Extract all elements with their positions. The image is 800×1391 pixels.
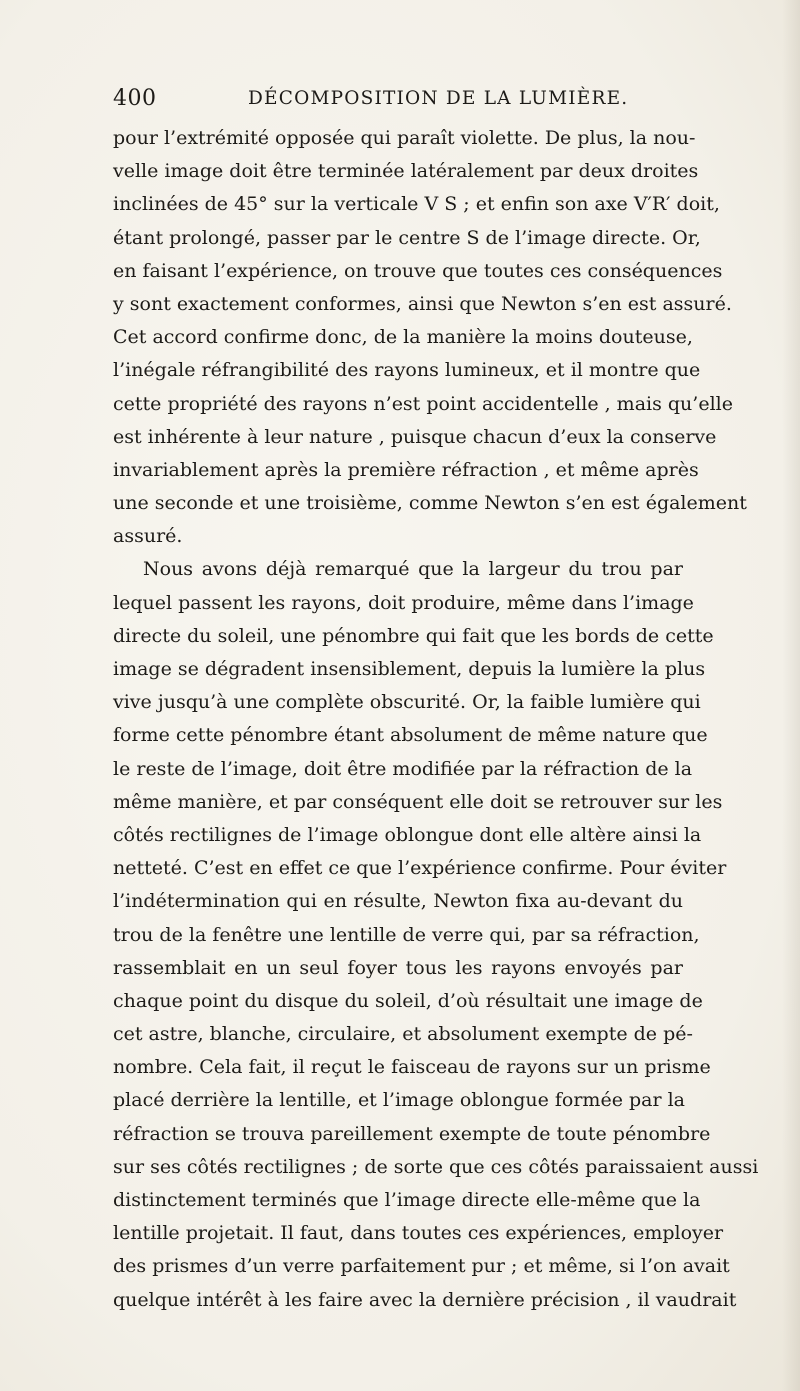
text-line: vive jusqu’à une complète obscurité. Or, la faible lumière qui <box>113 691 701 714</box>
text-line: lentille projetait. Il faut, dans toutes ces expériences, employer <box>113 1222 724 1245</box>
text-line: l’inégale réfrangibilité des rayons lumineux, et il montre que <box>113 359 701 382</box>
text-line: directe du soleil, une pénombre qui fait que les bords de cette <box>113 624 714 647</box>
text-line: cette propriété des rayons n’est point accidentelle , mais qu’elle <box>113 392 733 415</box>
text-line: Nous avons déjà remarqué que la largeur du trou par <box>143 558 683 581</box>
paragraph-1 <box>113 122 747 553</box>
text-line: en faisant l’expérience, on trouve que toutes ces conséquences <box>113 259 723 282</box>
text-line: image se dégradent insensiblement, depuis la lumière la plus <box>113 658 706 680</box>
text-line: netteté. C’est en effet ce que l’expérience confirme. Pour éviter <box>113 857 727 880</box>
text-line: rassemblait en un seul foyer tous les rayons envoyés par <box>113 956 683 979</box>
text-line: cet astre, blanche, circulaire, et absolument exempte de pé- <box>113 1023 693 1046</box>
text-line: est inhérente à leur nature , puisque chacun d’eux la conserve <box>113 425 717 448</box>
text-line: une seconde et une troisième, comme Newton s’en est également <box>113 492 747 515</box>
page-edge-shadow <box>782 0 800 1391</box>
text-line: sur ses côtés rectilignes ; de sorte que ces côtés paraissaient aussi <box>113 1155 759 1178</box>
text-line: côtés rectilignes de l’image oblongue dont elle altère ainsi la <box>113 823 702 846</box>
text-line: trou de la fenêtre une lentille de verre qui, par sa réfraction, <box>113 923 700 946</box>
text-line: l’indétermination qui en résulte, Newton fixa au-devant du <box>113 890 683 913</box>
text-line: forme cette pénombre étant absolument de même nature que <box>113 724 708 747</box>
text-line: invariablement après la première réfraction , et même après <box>113 458 699 481</box>
text-line: des prismes d’un verre parfaitement pur ; et même, si l’on avait <box>113 1255 730 1278</box>
text-line: assuré. <box>113 525 183 548</box>
text-line: étant prolongé, passer par le centre S de l’image directe. Or, <box>113 226 701 249</box>
page-number: 400 <box>113 86 157 111</box>
page-header <box>113 86 673 120</box>
text-line: distinctement terminés que l’image directe elle-même que la <box>113 1189 701 1211</box>
text-line: velle image doit être terminée latéralement par deux droites <box>113 160 699 183</box>
body-text <box>113 122 759 1317</box>
text-line: le reste de l’image, doit être modifiée par la réfraction de la <box>113 757 693 780</box>
running-title: DÉCOMPOSITION DE LA LUMIÈRE. <box>248 88 629 109</box>
text-line: pour l’extrémité opposée qui paraît violette. De plus, la nou- <box>113 127 696 149</box>
text-line: quelque intérêt à les faire avec la dernière précision , il vaudrait <box>113 1288 737 1311</box>
text-line: inclinées de 45° sur la verticale V S ; et enfin son axe V′R′ doit, <box>113 193 720 216</box>
text-line: lequel passent les rayons, doit produire, même dans l’image <box>113 591 694 614</box>
text-line: Cet accord confirme donc, de la manière la moins douteuse, <box>113 326 693 349</box>
text-line: réfraction se trouva pareillement exempte de toute pénombre <box>113 1122 711 1145</box>
text-line: chaque point du disque du soleil, d’où résultait une image de <box>113 989 703 1012</box>
text-line: y sont exactement conformes, ainsi que Newton s’en est assuré. <box>113 292 732 315</box>
text-line: placé derrière la lentille, et l’image oblongue formée par la <box>113 1089 685 1112</box>
paragraph-2 <box>113 553 759 1316</box>
text-line: même manière, et par conséquent elle doit se retrouver sur les <box>113 790 723 813</box>
text-line: nombre. Cela fait, il reçut le faisceau de rayons sur un prisme <box>113 1056 711 1079</box>
